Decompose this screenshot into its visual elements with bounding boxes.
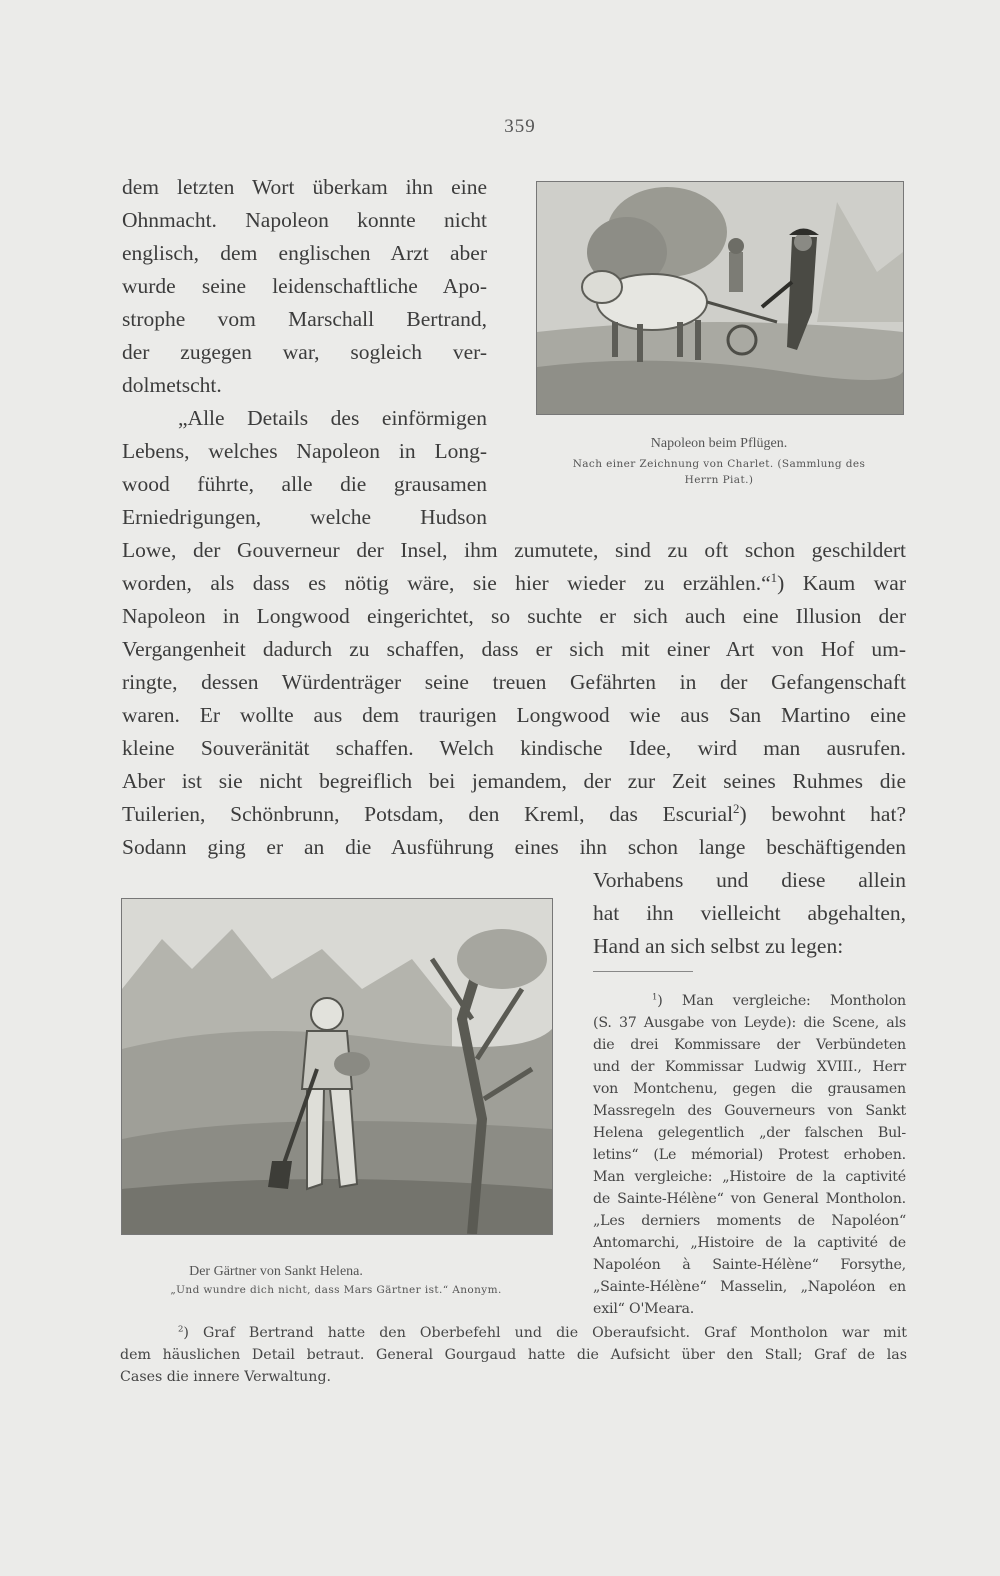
body-line: Vergangenheit dadurch zu schaffen, dass er sich mit einer Art von Hof um- [122,637,906,661]
footnote-line: dem häuslichen Detail betraut. General Gourgaud hatte die Aufsicht über den Stall; Graf de las [120,1347,907,1363]
engraving-ploughing-image [537,182,903,414]
footnote-line: „Sainte-Hélène“ Masselin, „Napoléon en [593,1279,906,1295]
body-line: Napoleon in Longwood eingerichtet, so suchte er sich auch eine Illusion der [122,604,906,628]
figure-napoleon-ploughing [536,181,904,415]
body-line: strophe vom Marschall Bertrand, [122,307,487,331]
body-line: Vorhabens und diese allein [593,868,906,892]
body-line: Ohnmacht. Napoleon konnte nicht [122,208,487,232]
footnote-line: (S. 37 Ausgabe von Leyde): die Scene, als [593,1015,906,1031]
body-line: worden, als dass es nötig wäre, sie hier wieder zu erzählen.“$^1$) Kaum war [122,570,906,595]
body-line: ringte, dessen Würdenträger seine treuen Gefährten in der Gefangenschaft [122,670,906,694]
footnote-line: exil“ O'Meara. [593,1301,695,1317]
body-line: „Alle Details des einförmigen [178,406,487,430]
footnote-line: Man vergleiche: „Histoire de la captivité [593,1169,906,1185]
footnote-line: letins“ (Le mémorial) Protest erhoben. [593,1147,906,1163]
body-line: dolmetscht. [122,373,222,397]
footnote-line: $^1$) Man vergleiche: Montholon [652,992,906,1009]
body-line: Aber ist sie nicht begreiflich bei jemandem, der zur Zeit seines Ruhmes die [122,769,906,793]
footnote-line: $^2$) Graf Bertrand hatte den Oberbefehl und die Oberaufsicht. Graf Montholon war mit [178,1324,907,1341]
footnote-line: Napoléon à Sainte-Hélène“ Forsythe, [593,1257,906,1273]
footnote-line: Helena gelegentlich „der falschen Bul- [593,1125,906,1141]
footnote-line: Antomarchi, „Histoire de la captivité de [593,1235,906,1251]
body-line: wood führte, alle die grausamen [122,472,487,496]
footnote-line: und der Kommissar Ludwig XVIII., Herr [593,1059,906,1075]
figure1-caption-source: Nach einer Zeichnung von Charlet. (Sammlung des [572,458,866,470]
figure1-caption-title: Napoleon beim Pflügen. [650,436,788,451]
footnote-line: de Sainte-Hélène“ von General Montholon. [593,1191,906,1207]
body-line: waren. Er wollte aus dem traurigen Longwood wie aus San Martino eine [122,703,906,727]
footnote-line: Massregeln des Gouverneurs von Sankt [593,1103,906,1119]
body-line: Lowe, der Gouverneur der Insel, ihm zumutete, sind zu oft schon geschildert [122,538,906,562]
body-line: wurde seine leidenschaftliche Apo- [122,274,487,298]
page-number: 359 [504,116,536,137]
footnote-line: Cases die innere Verwaltung. [120,1369,332,1385]
body-line: Lebens, welches Napoleon in Long- [122,439,487,463]
footnote-line: „Les derniers moments de Napoléon“ [593,1213,906,1229]
figure2-caption-title: Der Gärtner von Sankt Helena. [189,1264,363,1279]
body-line: hat ihn vielleicht abgehalten, [593,901,906,925]
engraving-gardener-image [122,899,552,1234]
body-line: englisch, dem englischen Arzt aber [122,241,487,265]
body-line: Erniedrigungen, welche Hudson [122,505,487,529]
figure2-caption-quote: „Und wundre dich nicht, dass Mars Gärtner ist.“ Anonym. [170,1284,502,1296]
body-line: kleine Souveränität schaffen. Welch kindische Idee, wird man ausrufen. [122,736,906,760]
footnote-line: von Montchenu, gegen die grausamen [593,1081,906,1097]
footnote-line: die drei Kommissare der Verbündeten [593,1037,906,1053]
body-line: der zugegen war, sogleich ver- [122,340,487,364]
body-line: Sodann ging er an die Ausführung eines ihn schon lange beschäftigenden [122,835,906,859]
figure1-caption-source-cont: Herrn Piat.) [684,474,754,486]
footnote-rule [593,971,693,972]
figure-gardener-st-helena [121,898,553,1235]
body-line: Tuilerien, Schönbrunn, Potsdam, den Kreml, das Escurial$^2$) bewohnt hat? [122,801,906,826]
body-line: Hand an sich selbst zu legen: [593,934,844,958]
body-line: dem letzten Wort überkam ihn eine [122,175,487,199]
